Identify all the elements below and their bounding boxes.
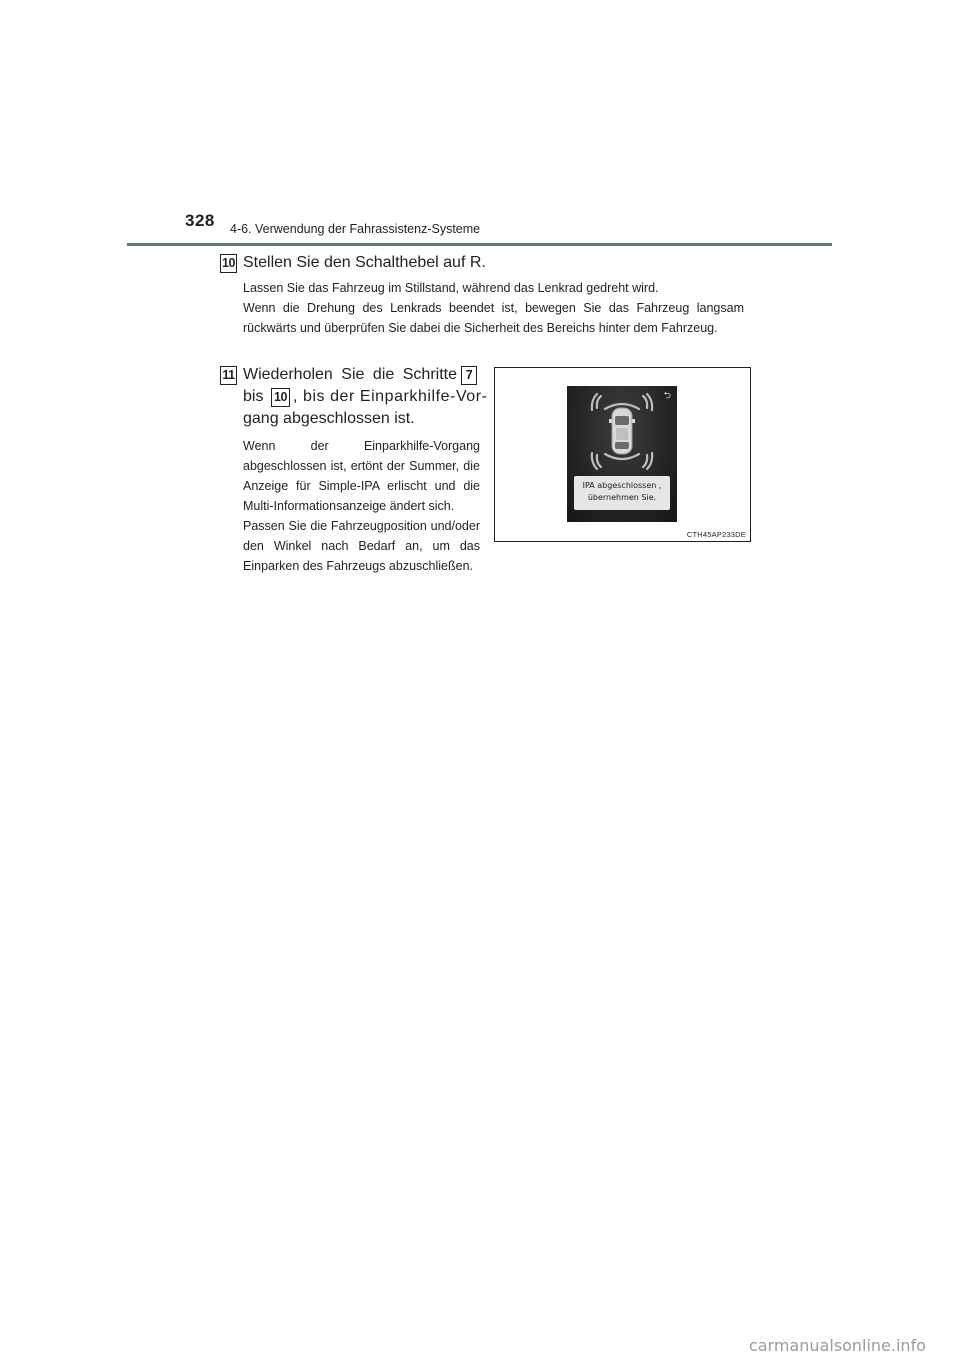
step-10-line-1: Lassen Sie das Fahrzeug im Stillstand, während das Lenkrad gedreht wird. xyxy=(243,281,659,295)
step-11-title-part-2: bis xyxy=(243,388,264,405)
back-arrow-icon: ⮌ xyxy=(663,390,671,400)
message-line-2: übernehmen Sie. xyxy=(587,493,657,502)
step-badge-11: 11 xyxy=(220,366,237,385)
step-10-body xyxy=(243,278,744,338)
step-11-title-part-1: Wiederholen Sie die Schritte xyxy=(243,366,457,383)
watermark: carmanualsonline.info xyxy=(748,1336,926,1355)
step-badge-10: 10 xyxy=(220,254,237,273)
car-icon xyxy=(609,408,635,454)
step-11-title-part-3: , bis der Einparkhilfe-Vor- xyxy=(293,388,488,405)
figure-code: CTH45AP233DE xyxy=(686,530,746,539)
step-11-body xyxy=(243,436,480,576)
section-title: 4-6. Verwendung der Fahrassistenz-Systeme xyxy=(230,222,481,236)
ipa-complete-message xyxy=(574,476,670,510)
step-10-title: Stellen Sie den Schalthebel auf R. xyxy=(243,254,486,271)
message-line-1: IPA abgeschlossen , xyxy=(582,481,662,490)
step-11-title-line-1 xyxy=(243,364,465,386)
step-11-para-1: Wenn der Einparkhilfe-Vorgang abgeschlossen ist, ertönt der Summer, die Anzeige für Simple-IPA erlischt und die Multi-Informationsanzeige ändert sich. xyxy=(243,439,480,513)
step-ref-10: 10 xyxy=(271,388,290,407)
step-10-line-2: Wenn die Drehung des Lenkrads beendet ist, bewegen Sie das Fahrzeug langsam rückwärts und überprüfen Sie dabei die Sicherheit des Bereichs hinter dem Fahrzeug. xyxy=(243,301,744,335)
step-11-para-2: Passen Sie die Fahrzeugposition und/oder den Winkel nach Bedarf an, um das Einparken des Fahrzeugs abzuschließen. xyxy=(243,519,480,573)
header-divider xyxy=(127,243,832,246)
step-11-title-line-3: gang abgeschlossen ist. xyxy=(243,410,415,427)
vehicle-sensor-graphic xyxy=(567,386,677,476)
multi-information-display xyxy=(567,386,677,522)
page-number: 328 xyxy=(185,211,215,230)
ipa-display-figure xyxy=(494,367,751,542)
step-ref-7: 7 xyxy=(461,366,477,385)
